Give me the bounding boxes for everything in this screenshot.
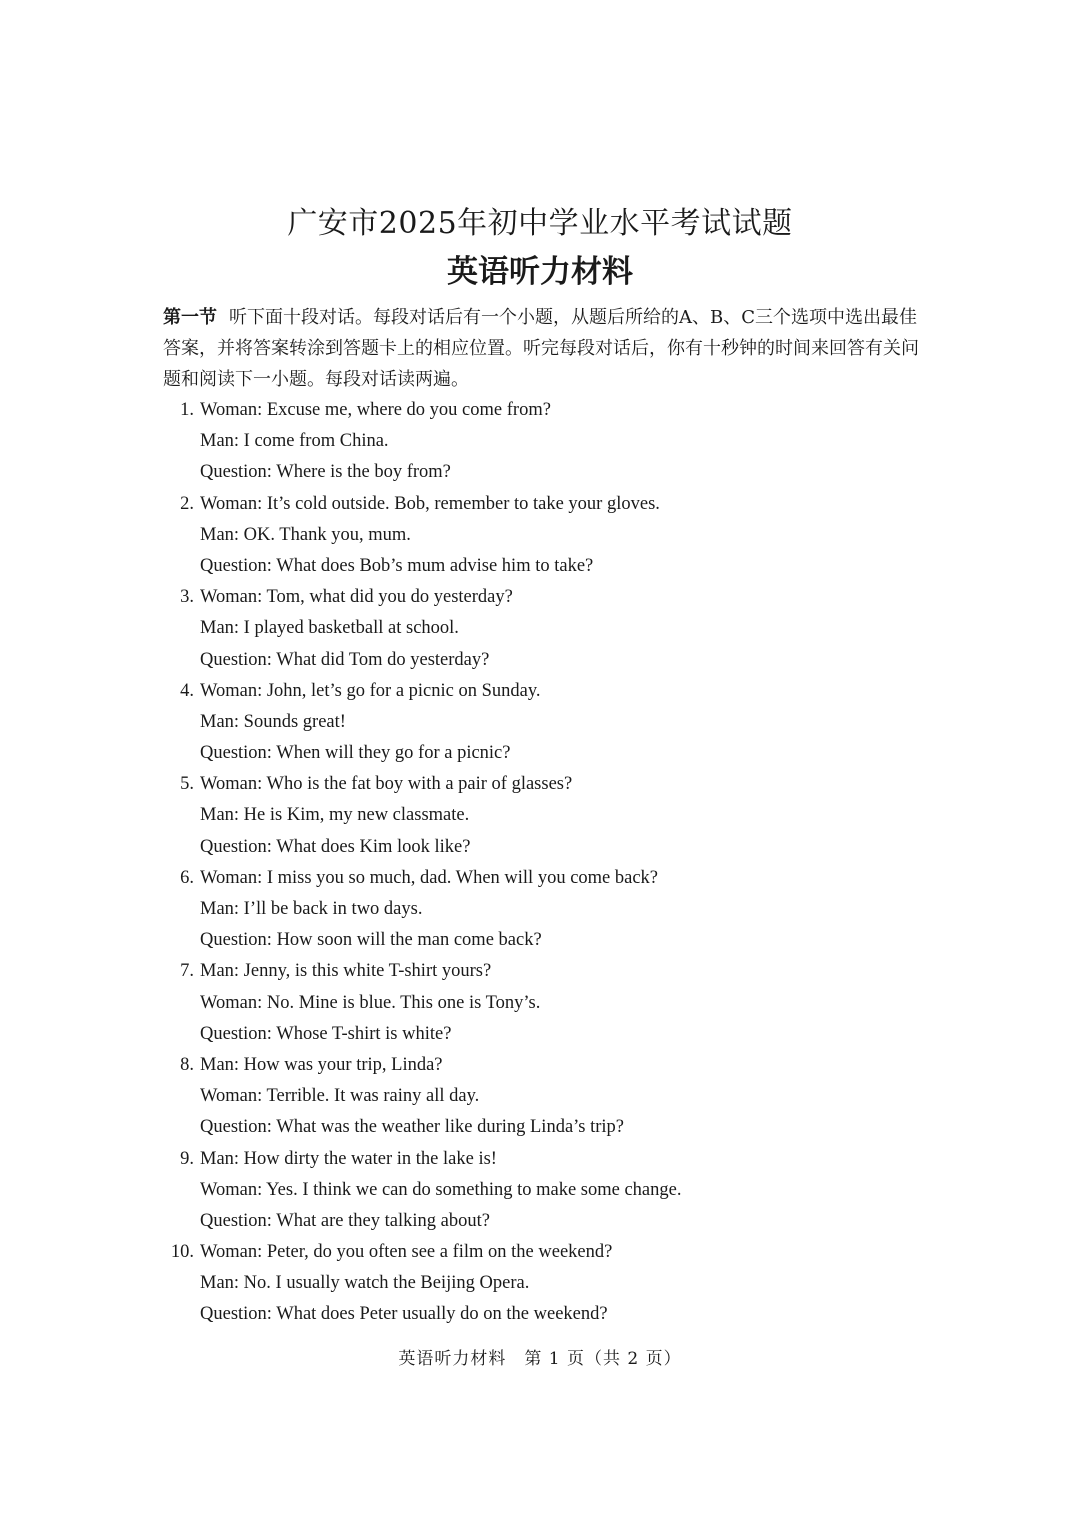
dialogue-item [0,1050,1080,1144]
dialogue-number: 4. [180,680,194,701]
dialogue-line [0,800,1080,831]
question-line [0,738,1080,769]
dialogue-text: Man: OK. Thank you, mum. [200,524,411,545]
dialogue-line [0,613,1080,644]
question-text: Question: What did Tom do yesterday? [200,649,490,670]
dialogue-line [0,489,1080,520]
dialogue-item [0,1144,1080,1238]
question-text: Question: What are they talking about? [200,1210,490,1231]
dialogue-line [0,863,1080,894]
dialogue-number: 1. [180,400,194,420]
dialogue-text: Man: He is Kim, my new classmate. [200,805,470,826]
dialogue-text: Woman: I miss you so much, dad. When will you come back? [200,867,659,888]
dialogue-line [0,676,1080,707]
dialogue-text: Woman: Yes. I think we can do something to make some change. [200,1179,682,1200]
dialogue-text: Man: No. I usually watch the Beijing Opera. [200,1273,530,1294]
exam-title: 广安市2025年初中学业水平考试试题 [287,206,793,241]
dialogue-line [0,1268,1080,1299]
dialogue-number: 7. [180,961,194,982]
dialogue-text: Woman: It’s cold outside. Bob, remember to take your gloves. [200,493,660,514]
dialogue-text: Man: Sounds great! [200,711,346,732]
dialogue-item [0,489,1080,583]
dialogue-item [0,769,1080,863]
section-instructions [163,302,923,395]
dialogue-line [0,395,1080,426]
dialogue-text: Woman: John, let’s go for a picnic on Sunday. [200,680,541,701]
question-line [0,925,1080,956]
question-line [0,1019,1080,1050]
dialogue-line [0,1175,1080,1206]
question-text: Question: Where is the boy from? [200,462,451,483]
dialogue-text: Woman: Terrible. It was rainy all day. [200,1086,480,1107]
dialogue-line [0,956,1080,987]
dialogue-item [0,582,1080,676]
dialogue-item [0,1237,1080,1331]
dialogue-item [0,395,1080,489]
question-text: Question: How soon will the man come back? [200,930,542,951]
dialogue-text: Woman: Peter, do you often see a film on the weekend? [200,1242,613,1263]
question-line [0,1112,1080,1143]
question-text: Question: Whose T-shirt is white? [200,1023,452,1044]
dialogue-number: 2. [180,493,194,514]
dialogue-line [0,988,1080,1019]
dialogue-line [0,1237,1080,1268]
question-line [0,832,1080,863]
dialogue-text: Man: How dirty the water in the lake is! [200,1148,497,1169]
question-line [0,1206,1080,1237]
dialogue-text: Man: Jenny, is this white T-shirt yours? [200,961,492,982]
dialogue-text: Man: How was your trip, Linda? [200,1054,443,1075]
section-label: 第一节 [163,307,217,328]
question-line [0,551,1080,582]
dialogue-line [0,582,1080,613]
dialogue-item [0,676,1080,770]
page-footer: 英语听力材料 第 1 页（共 2 页） [398,1349,682,1369]
dialogue-line [0,520,1080,551]
dialogue-number: 9. [180,1148,194,1169]
dialogue-number: 10. [170,1242,194,1263]
dialogue-item [0,863,1080,957]
question-line [0,457,1080,488]
question-text: Question: What does Kim look like? [200,836,471,857]
question-text: Question: When will they go for a picnic? [200,743,511,764]
dialogue-line [0,426,1080,457]
dialogue-item [0,956,1080,1050]
question-text: Question: What does Peter usually do on the weekend? [200,1304,608,1325]
dialogue-list [0,395,1080,1331]
dialogue-line [0,707,1080,738]
dialogue-number: 5. [180,774,194,795]
dialogue-text: Man: I played basketball at school. [200,618,459,639]
dialogue-text: Man: I come from China. [200,431,389,452]
question-text: Question: What was the weather like during Linda’s trip? [200,1117,625,1138]
dialogue-text: Woman: Who is the fat boy with a pair of glasses? [200,774,573,795]
question-line [0,1299,1080,1330]
question-line [0,645,1080,676]
dialogue-text: Woman: Tom, what did you do yesterday? [200,587,513,608]
dialogue-line [0,1081,1080,1112]
exam-subtitle: 英语听力材料 [447,254,633,290]
dialogue-number: 3. [180,587,194,608]
question-text: Question: What does Bob’s mum advise him to take? [200,555,594,576]
dialogue-line [0,894,1080,925]
dialogue-line [0,1050,1080,1081]
dialogue-text: Woman: Excuse me, where do you come from? [200,400,551,420]
dialogue-number: 6. [180,867,194,888]
dialogue-text: Woman: No. Mine is blue. This one is Tony’s. [200,992,541,1013]
dialogue-number: 8. [180,1054,194,1075]
dialogue-line [0,1144,1080,1175]
instructions-text: 听下面十段对话。每段对话后有一个小题，从题后所给的A、B、C三个选项中选出最佳答案，并将答案转涂到答题卡上的相应位置。听完每段对话后，你有十秒钟的时间来回答有关问题和阅读下一小题。每段对话读两遍。 [163,307,919,390]
dialogue-line [0,769,1080,800]
dialogue-text: Man: I’ll be back in two days. [200,899,423,919]
